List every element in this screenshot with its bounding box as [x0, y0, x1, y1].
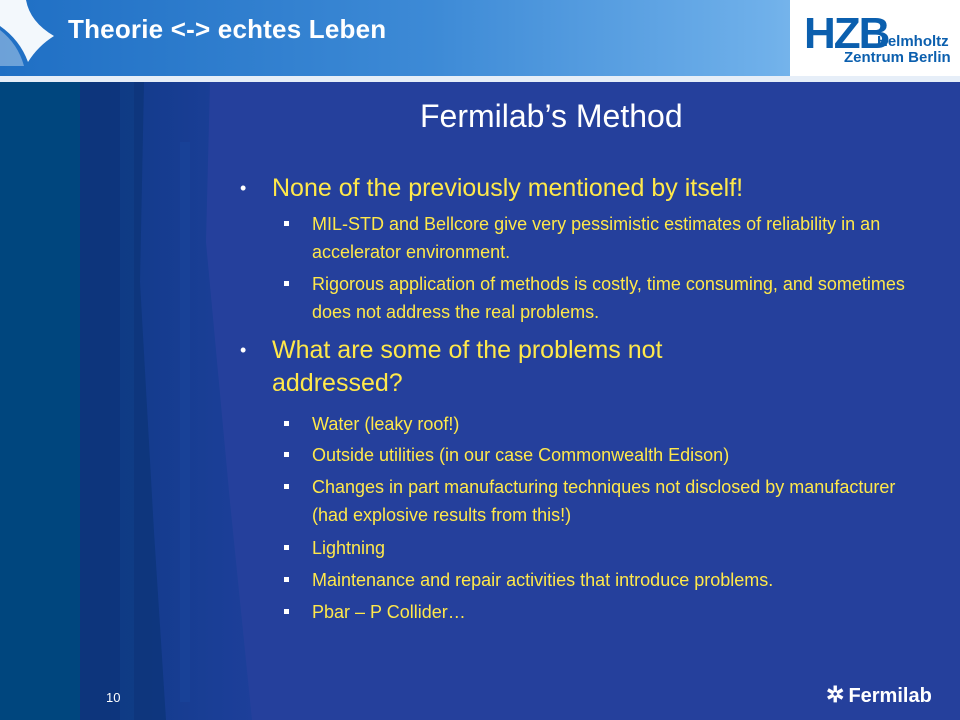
sub-bullet-item — [312, 598, 912, 626]
bullet-text: What are some of the problems not addressed? — [272, 336, 663, 397]
fermilab-logo-text: Fermilab — [848, 685, 932, 707]
bullet-item — [240, 172, 792, 205]
sub-bullet-square-icon — [284, 452, 289, 457]
fermilab-logo-icon: ✲ — [826, 682, 845, 707]
sub-bullet-item — [312, 270, 912, 326]
embedded-slide — [80, 82, 960, 720]
sub-bullet-text: Maintenance and repair activities that introduce problems. — [312, 570, 774, 590]
sub-bullet-item — [312, 534, 912, 562]
slide-title: Fermilab’s Method — [420, 98, 683, 134]
sub-bullet-text: MIL-STD and Bellcore give very pessimistic estimates of reliability in an accelerator environment. — [312, 214, 881, 262]
header-swoosh-icon — [0, 0, 70, 76]
sub-bullet-text: Pbar – P Collider… — [312, 602, 466, 622]
sub-bullet-text: Lightning — [312, 538, 386, 558]
sub-bullet-square-icon — [284, 281, 289, 286]
sub-bullet-square-icon — [284, 545, 289, 550]
page-title: Theorie <-> echtes Leben — [68, 14, 387, 44]
hzb-logo — [790, 0, 960, 76]
sub-bullet-square-icon — [284, 484, 289, 489]
sub-bullet-square-icon — [284, 221, 289, 226]
hzb-logo-line1: Helmholtz — [877, 33, 949, 50]
sub-bullet-square-icon — [284, 577, 289, 582]
bullet-item — [240, 334, 772, 400]
hzb-logo-line2: Zentrum Berlin — [844, 49, 951, 66]
sub-bullet-item — [312, 410, 912, 438]
sub-bullet-text: Outside utilities (in our case Commonwealth Edison) — [312, 445, 730, 465]
sub-bullet-item — [312, 566, 912, 594]
bullet-list — [80, 82, 960, 720]
sub-bullet-text: Rigorous application of methods is costly, time consuming, and sometimes does not address the real problems. — [312, 274, 905, 322]
left-margin-strip — [0, 82, 80, 720]
sub-bullet-text: Changes in part manufacturing techniques not disclosed by manufacturer (had explosive results from this!) — [312, 477, 896, 525]
bullet-dot-icon: • — [240, 340, 247, 360]
fermilab-logo — [826, 682, 932, 708]
hzb-logo-mark: HZB — [804, 9, 889, 58]
sub-bullet-item — [312, 473, 912, 529]
header-bar — [0, 0, 960, 76]
sub-bullet-text: Water (leaky roof!) — [312, 414, 460, 434]
sub-bullet-square-icon — [284, 609, 289, 614]
slide-page-number: 10 — [106, 690, 121, 705]
sub-bullet-item — [312, 441, 912, 469]
bullet-dot-icon: • — [240, 178, 247, 198]
sub-bullet-square-icon — [284, 421, 289, 426]
bullet-text: None of the previously mentioned by itself! — [272, 174, 744, 202]
sub-bullet-item — [312, 210, 912, 266]
